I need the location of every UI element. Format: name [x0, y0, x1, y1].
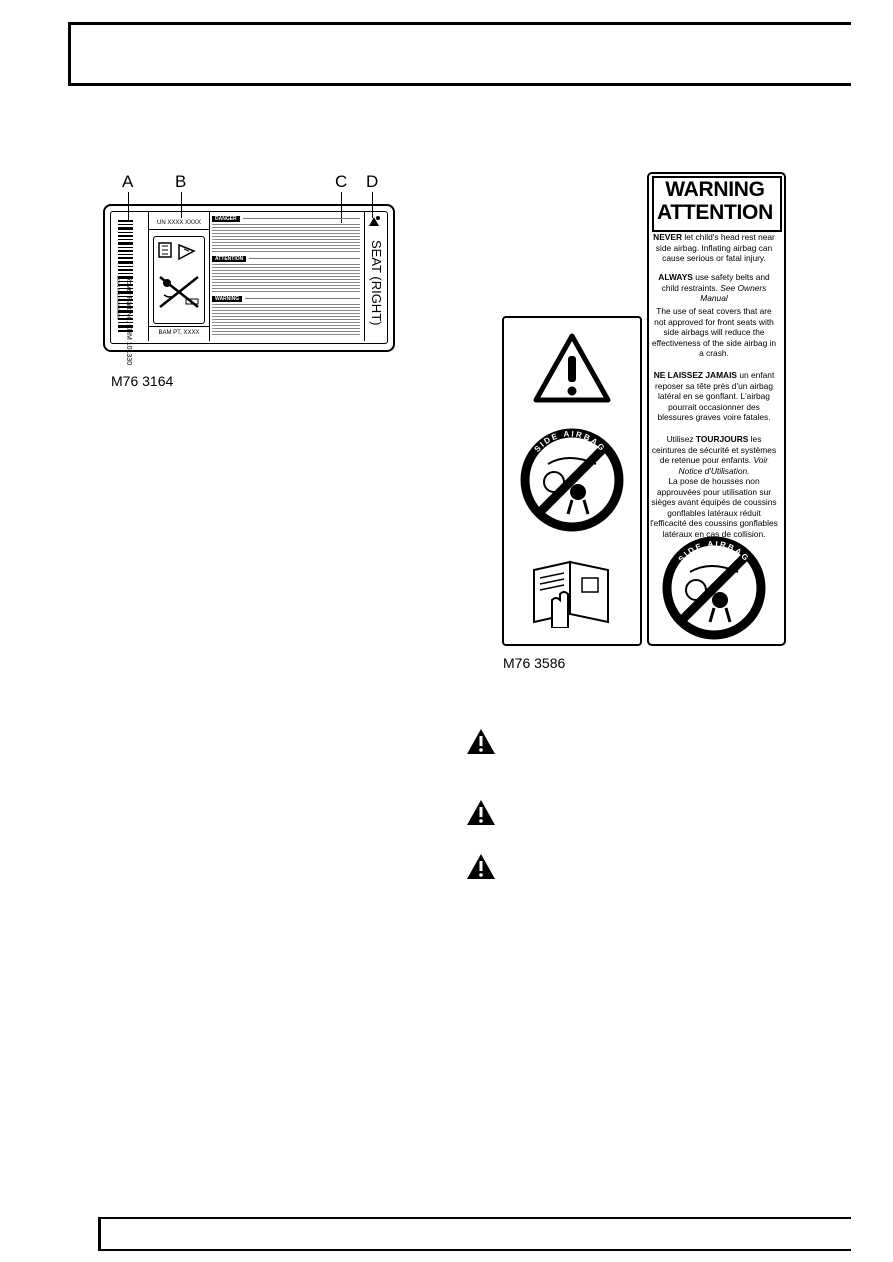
seat-label: [110, 211, 388, 366]
ne-laissez-jamais-emphasis: NE LAISSEZ JAMAIS: [653, 370, 738, 380]
page-header-frame: [68, 22, 851, 86]
warning-paragraph-3: The use of seat covers that are not approved for front seats with side airbags will reduce the effectiveness of the side airbag in a crash.: [651, 306, 777, 359]
figure-id-m76-3586: M76 3586: [503, 655, 566, 671]
danger-heading: DANGER: [212, 216, 240, 222]
warning-triangle-icon: [466, 728, 496, 756]
label-fine-print: [212, 216, 360, 340]
fine-print-lines: [212, 303, 360, 337]
paragraph-text: Utilisez: [666, 434, 696, 444]
label-pictogram-column: [148, 212, 210, 341]
paragraph-text: un enfant reposer sa tête près d'un airbag latéral en se gonflant. L'airbag pourrait occasionner des blessures graves voire fatales.: [655, 370, 775, 423]
warning-heading: WARNING: [212, 296, 242, 302]
divider: [149, 229, 209, 230]
warning-paragraph-2: [650, 272, 778, 304]
figure-id-m76-3164: M76 3164: [111, 373, 174, 389]
svg-text:SIDE AIRBAG: [677, 539, 752, 564]
page-footer-frame: [98, 1217, 851, 1251]
attention-title: ATTENTION: [657, 201, 773, 224]
airbag-pictogram-icon: [154, 237, 204, 323]
svg-text:SIDE AIRBAG: [533, 429, 608, 454]
tourjours-emphasis: TOURJOURS: [695, 434, 749, 444]
side-airbag-text: SIDE AIRBAG: [532, 429, 608, 454]
part-number-text: Rover Part No. EHM 101330: [125, 276, 132, 366]
side-airbag-caption: [662, 536, 766, 576]
paragraph-text: let child's head rest near side airbag. Inflating airbag can cause serious or fatal injury.: [655, 232, 775, 264]
warning-triangle-icon: [532, 332, 612, 404]
seat-airbag-icon: [368, 215, 382, 227]
seat-right-text: SEAT (RIGHT): [369, 240, 384, 326]
callout-a: A: [122, 172, 134, 191]
side-airbag-text: SIDE AIRBAG: [676, 539, 752, 564]
side-airbag-caption: [518, 426, 622, 466]
paragraph-text: les ceintures de sécurité et systèmes de retenue pour enfants.: [651, 434, 777, 466]
owners-manual-reference: See Owners Manual: [700, 282, 767, 304]
warning-triangle-icon: [466, 853, 496, 881]
callout-d: D: [366, 172, 379, 191]
callout-c: C: [335, 172, 348, 191]
fine-print-lines: [212, 223, 360, 253]
pictogram-panel: [502, 316, 642, 646]
paragraph-text: use safety belts and child restraints.: [661, 272, 770, 293]
warning-paragraph-1: [650, 232, 778, 264]
warning-triangle-icon: [466, 799, 496, 827]
un-number: UN XXXX XXXX: [156, 220, 201, 226]
serial-number-text: AO0N 0V030000000000: [116, 276, 121, 320]
owners-manual-icon: [530, 554, 614, 628]
warning-paragraph-6: La pose de housses non approuvées pour utilisation sur sièges avant équipés de coussins gonflables latéraux réduit l'efficacité des coussins gonflables latéraux en cas de collision.: [650, 476, 778, 539]
divider: [149, 326, 209, 327]
warning-paragraph-4: [650, 370, 778, 423]
pictogram-box: [153, 236, 205, 324]
fine-print-lines: [212, 263, 360, 293]
attention-heading: ATTENTION: [212, 256, 246, 262]
always-emphasis: ALWAYS: [658, 272, 693, 282]
bam-number: BAM PT, XXXX: [158, 330, 200, 336]
never-emphasis: NEVER: [653, 232, 682, 242]
callout-b: B: [175, 172, 187, 191]
notice-reference: Voir Notice d'Utilisation.: [678, 455, 769, 476]
warning-title: WARNING: [665, 178, 765, 201]
warning-paragraph-5: [650, 434, 778, 476]
seat-column: [364, 212, 385, 341]
